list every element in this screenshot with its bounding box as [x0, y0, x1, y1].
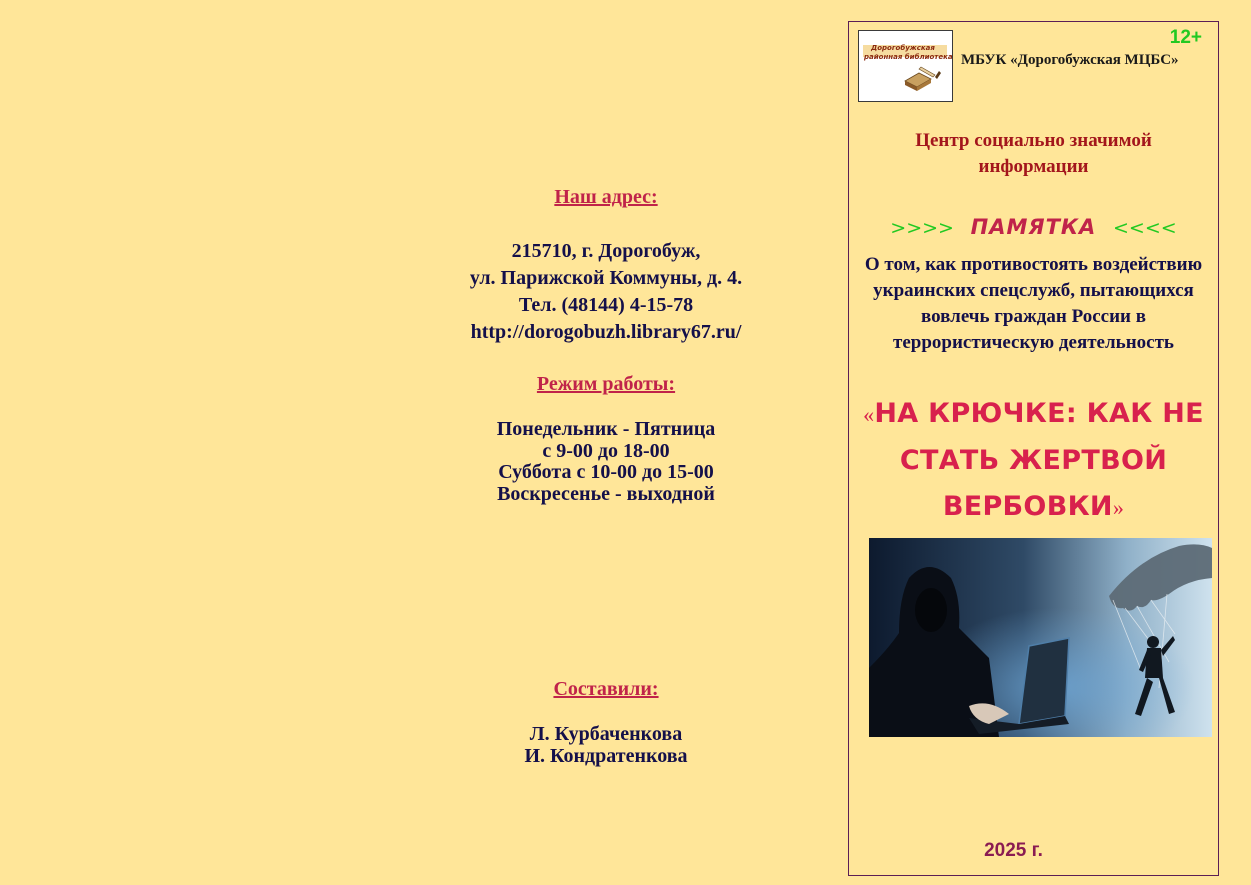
author-name: Л. Курбаченкова	[529, 723, 683, 745]
memo-label: ПАМЯТКА	[970, 215, 1097, 239]
library-logo-icon	[859, 31, 952, 101]
address-phone: Тел. (48144) 4-15-78	[518, 294, 694, 316]
organization-name: МБУК «Дорогобужская МЦБС»	[961, 52, 1179, 68]
address-street: ул. Парижской Коммуны, д. 4.	[469, 267, 743, 289]
brochure-title-text: НА КРЮЧКЕ: КАК НЕ СТАТЬ ЖЕРТВОЙ ВЕРБОВКИ	[874, 398, 1204, 522]
address-heading: Наш адрес:	[554, 186, 658, 208]
memo-suffix-arrows: <<<<	[1113, 217, 1177, 239]
memo-line	[849, 215, 1218, 239]
hours-weekdays: Понедельник - Пятница	[496, 418, 716, 440]
authors-heading: Составили:	[553, 678, 659, 700]
cover-panel	[848, 21, 1219, 876]
svg-text:Дорогобужская: Дорогобужская	[871, 44, 935, 52]
memo-description	[849, 252, 1218, 356]
info-column	[430, 0, 782, 885]
address-postal: 215710, г. Дорогобуж,	[511, 240, 701, 262]
svg-text:районная библиотека: районная библиотека	[864, 53, 952, 61]
memo-description-text: О том, как противостоять воздействию украинских спецслужб, пытающихся вовлечь граждан России в террористическую деятельность	[864, 254, 1203, 353]
center-name-text: Центр социально значимой информации	[915, 130, 1152, 177]
address-block	[430, 238, 782, 346]
library-logo	[858, 30, 953, 102]
authors-block	[430, 723, 782, 767]
hours-weekdays-time: с 9-00 до 18-00	[542, 439, 670, 462]
hours-saturday: Суббота с 10-00 до 15-00	[498, 461, 714, 483]
memo-prefix-arrows: >>>>	[890, 217, 954, 239]
center-name	[849, 128, 1218, 180]
hacker-puppet-illustration	[869, 538, 1212, 737]
hours-sunday: Воскресенье - выходной	[497, 482, 715, 505]
title-open-quote: «	[863, 402, 875, 427]
title-close-quote: »	[1112, 495, 1125, 520]
brochure-title-wrap	[861, 391, 1206, 531]
author-name: И. Кондратенкова	[524, 745, 688, 767]
hours-heading: Режим работы:	[536, 373, 676, 395]
publication-year: 2025 г.	[984, 840, 1043, 861]
hours-block	[430, 419, 782, 505]
address-website-link[interactable]: http://dorogobuzh.library67.ru/	[470, 321, 742, 343]
brochure-title	[849, 391, 1218, 531]
cover-illustration	[869, 538, 1212, 737]
age-rating-badge: 12+	[1169, 27, 1202, 48]
